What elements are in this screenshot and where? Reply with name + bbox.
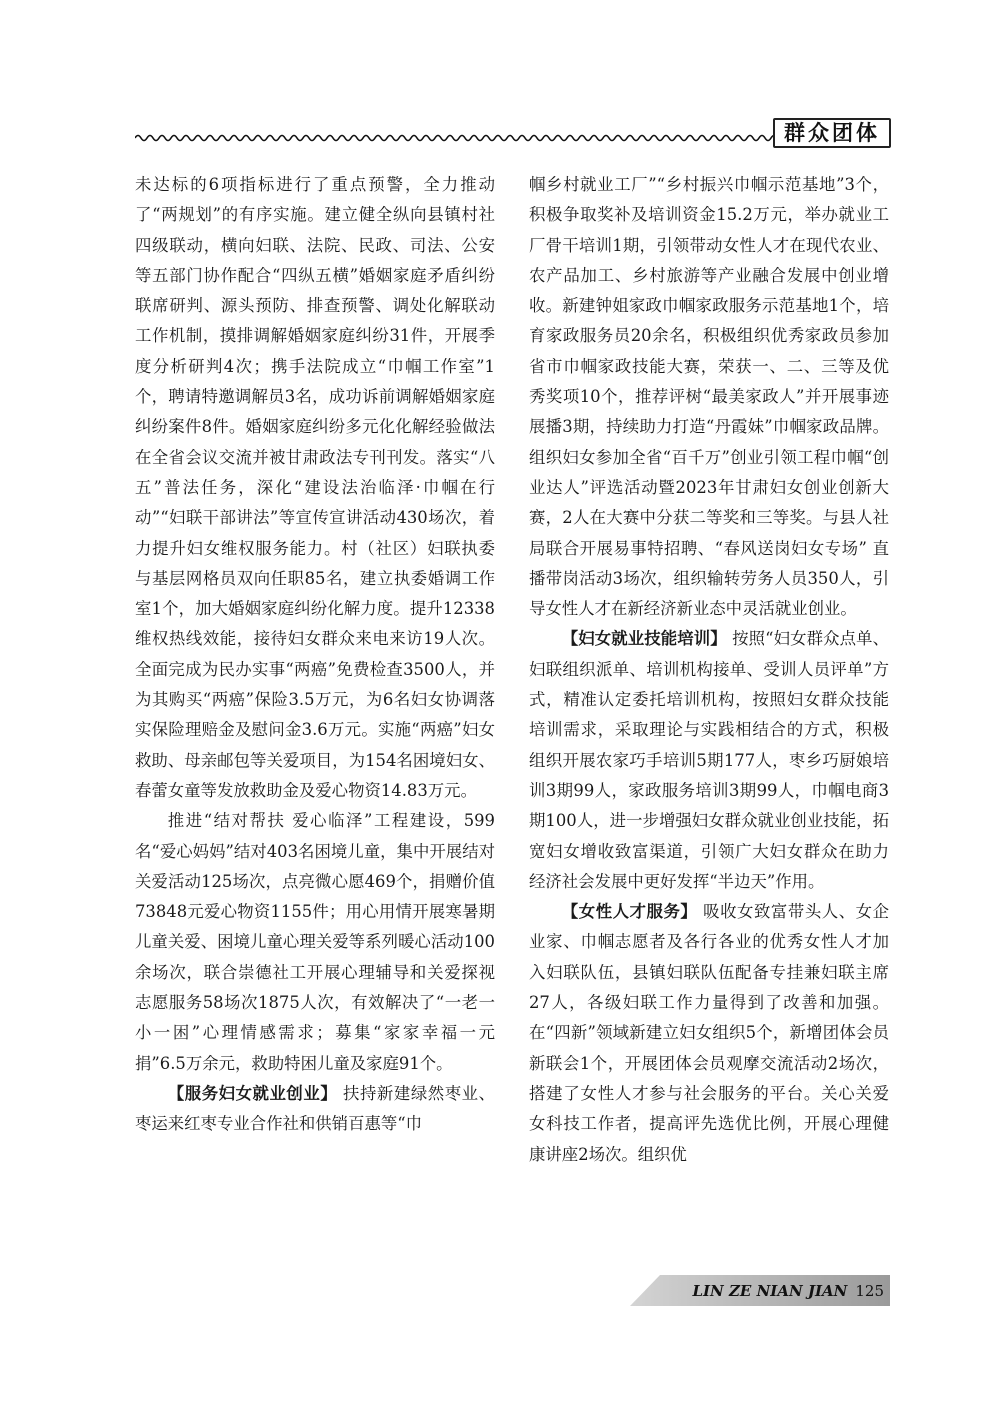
paragraph (135, 1079, 495, 1140)
paragraph: 未达标的6项指标进行了重点预警，全力推动了“两规划”的有序实施。建立健全纵向县镇村社四级联动，横向妇联、法院、民政、司法、公安等五部门协作配合“四纵五横”婚姻家庭矛盾纠纷联席研判、源头预防、排查预警、调处化解联动工作机制，摸排调解婚姻家庭纠纷31件，开展季度分析研判4次；携手法院成立“巾帼工作室”1个，聘请特邀调解员3名，成功诉前调解婚姻家庭纠纷案件8件。婚姻家庭纠纷多元化化解经验做法在全省会议交流并被甘肃政法专刊刊发。落实“八五”普法任务，深化“建设法治临泽·巾帼在行动”“妇联干部讲法”等宣传宣讲活动430场次，着力提升妇女维权服务能力。村（社区）妇联执委与基层网格员双向任职85名，建立执委婚调工作室1个，加大婚姻家庭纠纷化解力度。提升12338维权热线效能，接待妇女群众来电来访19人次。全面完成为民办实事“两癌”免费检查3500人，并为其购买“两癌”保险3.5万元，为6名妇女协调落实保险理赔金及慰问金3.6万元。实施“两癌”妇女救助、母亲邮包等关爱项目，为154名困境妇女、春蕾女童等发放救助金及爱心物资14.83万元。 (135, 175, 495, 800)
left-column (135, 170, 495, 1140)
paragraph: 推进“结对帮扶 爱心临泽”工程建设，599名“爱心妈妈”结对403名困境儿童，集中开展结对关爱活动125场次，点亮微心愿469个，捐赠价值73848元爱心物资1155件；用心用情开展寒暑期儿童关爱、困境儿童心理关爱等系列暖心活动100余场次，联合崇德社工开展心理辅导和关爱探视志愿服务58场次1875人次，有效解决了“一老一小一困”心理情感需求；募集“家家幸福一元捐”6.5万余元，救助特困儿童及家庭91个。 (135, 811, 495, 1073)
paragraph: 帼乡村就业工厂”“乡村振兴巾帼示范基地”3个，积极争取奖补及培训资金15.2万元，举办就业工厂骨干培训1期，引领带动女性人才在现代农业、农产品加工、乡村旅游等产业融合发展中创业增收。新建钟姐家政巾帼家政服务示范基地1个，培育家政服务员20余名，积极组织优秀家政员参加省市巾帼家政技能大赛，荣获一、二、三等及优秀奖项10个，推荐评树“最美家政人”并开展事迹展播3期，持续助力打造“丹霞妹”巾帼家政品牌。组织妇女参加全省“百千万”创业引领工程巾帼“创业达人”评选活动暨2023年甘肃妇女创业创新大赛，2人在大赛中分获二等奖和三等奖。与县人社局联合开展易事特招聘、“春风送岗妇女专场” 直播带岗活动3场次，组织输转劳务人员350人，引导女性人才在新经济新业态中灵活就业创业。 (529, 175, 889, 619)
paragraph-heading: 【女性人才服务】 (561, 902, 698, 922)
right-column (529, 170, 889, 1170)
paragraph-text: 吸收女致富带头人、女企业家、巾帼志愿者及各行各业的优秀女性人才加入妇联队伍，县镇妇联队伍配备专挂兼妇联主席27人，各级妇联工作力量得到了改善和加强。在“四新”领域新建立妇女组织5个，新增团体会员新联会1个，开展团体会员观摩交流活动2场次，搭建了女性人才参与社会服务的平台。关心关爱女科技工作者，提高评先选优比例，开展心理健康讲座2场次。组织优 (529, 902, 889, 1164)
page-number: 125 (855, 1282, 884, 1300)
paragraph-text: 按照“妇女群众点单、妇联组织派单、培训机构接单、受训人员评单”方式，精准认定委托培训机构，按照妇女群众技能培训需求，采取理论与实践相结合的方式，积极组织开展农家巧手培训5期177人，枣乡巧厨娘培训3期99人，家政服务培训3期99人，巾帼电商3期100人，进一步增强妇女群众就业创业技能，拓宽妇女增收致富渠道，引领广大妇女群众在助力经济社会发展中更好发挥“半边天”作用。 (529, 629, 889, 891)
paragraph (529, 624, 889, 897)
paragraph-text: 扶持新建绿然枣业、枣运来红枣专业合作社和供销百惠等“巾 (135, 1083, 495, 1134)
paragraph-heading: 【妇女就业技能培训】 (561, 629, 727, 649)
footer (640, 1278, 890, 1304)
paragraph-heading: 【服务妇女就业创业】 (167, 1083, 338, 1103)
section-tag: 群众团体 (773, 118, 891, 148)
journal-name: LIN ZE NIAN JIAN (692, 1282, 848, 1300)
header-wave-rule (135, 131, 775, 145)
paragraph (529, 897, 889, 1170)
